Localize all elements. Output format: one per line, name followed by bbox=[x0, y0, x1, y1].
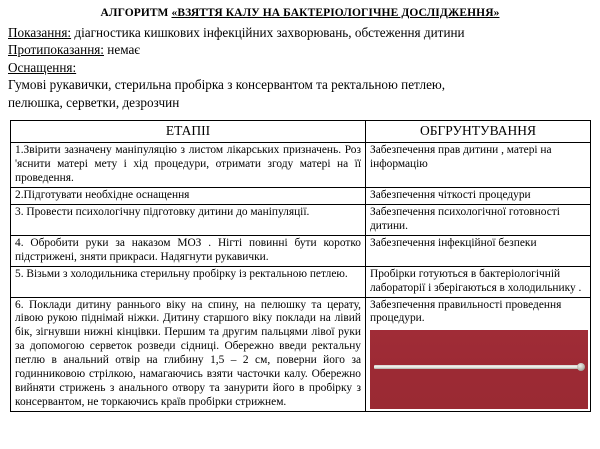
equipment-text-line-1: Гумові рукавички, стерильна пробірка з консервантом та ректальною петлею, bbox=[8, 77, 446, 93]
indications-label: Показання: bbox=[8, 24, 72, 40]
column-header-steps: ЕТАПІІ bbox=[11, 121, 366, 143]
equipment-text-line-2: пелюшка, серветки, дезрозчин bbox=[8, 94, 180, 110]
table-row bbox=[11, 205, 591, 236]
table-header-row bbox=[11, 121, 591, 143]
reason-cell: Пробірки готуються в бактеріологічній лабораторії і зберігаються в холодильнику . bbox=[366, 266, 591, 297]
table-row bbox=[11, 188, 591, 205]
algorithm-table bbox=[10, 120, 591, 412]
reason-cell: Забезпечення прав дитини , матері на інформацію bbox=[366, 143, 591, 188]
contraindications-value: немає bbox=[103, 42, 140, 58]
indications-value: діагностика кишкових інфекційних захворювань, обстеження дитини bbox=[71, 24, 465, 40]
reason-cell: Забезпечення інфекційної безпеки bbox=[366, 235, 591, 266]
table-row bbox=[11, 266, 591, 297]
document-page bbox=[0, 7, 600, 449]
step-cell: 3. Провести психологічну підготовку дитини до маніпуляції. bbox=[11, 205, 366, 236]
reason-cell: Забезпечення чіткості процедури bbox=[366, 188, 591, 205]
equipment-label: Оснащення: bbox=[8, 59, 77, 75]
table-row bbox=[11, 297, 591, 411]
reason-cell: Забезпечення психологічної готовності дитини. bbox=[366, 205, 591, 236]
equipment-line bbox=[8, 59, 592, 77]
rectal-loop-photo bbox=[370, 330, 588, 409]
indications-line bbox=[8, 24, 592, 42]
rectal-loop-rod-icon bbox=[374, 365, 580, 369]
contraindications-label: Протипоказання: bbox=[8, 42, 104, 58]
column-header-reason: ОБГРУНТУВАННЯ bbox=[366, 121, 591, 143]
table-row bbox=[11, 143, 591, 188]
step-cell: 5. Візьми з холодильника стерильну пробірку із ректальною петлею. bbox=[11, 266, 366, 297]
step-cell: 2.Підготувати необхідне оснащення bbox=[11, 188, 366, 205]
document-meta bbox=[0, 24, 600, 112]
rectal-loop-tip-icon bbox=[577, 363, 585, 371]
photo-wrapper bbox=[370, 330, 586, 409]
step-cell: 4. Обробити руки за наказом МОЗ . Нігті повинні бути коротко підстрижені, зняти прикраси. Надягнути рукавички. bbox=[11, 235, 366, 266]
page-title-prefix: АЛГОРИТМ bbox=[100, 7, 172, 19]
table-row bbox=[11, 235, 591, 266]
page-title-subject: «ВЗЯТТЯ КАЛУ НА БАКТЕРІОЛОГІЧНЕ ДОСЛІДЖЕННЯ» bbox=[171, 7, 500, 19]
reason-text: Забезпечення правильності проведення процедури. bbox=[370, 298, 562, 325]
page-title bbox=[0, 7, 600, 20]
step-cell: 1.Звірити зазначену маніпуляцію з листом лікарських призначень. Роз 'яснити матері мету і хід процедури, отримати згоду матері на її проведення. bbox=[11, 143, 366, 188]
contraindications-line bbox=[8, 41, 592, 59]
reason-cell bbox=[366, 297, 591, 411]
step-cell: 6. Поклади дитину раннього віку на спину, на пелюшку та церату, лівою рукою піднімай ніжки. Дитину старшого віку поклади на лівий бік, зігнувши нижні кінцівки. Першим та другим пальцями лівої руки за допомогою серветок розведи сідниці. Обережно введи ректальну петлю в анальний отвір на глибину 1,5 – 2 см, поверни його за годинниковою стрілкою, намагаючись взяти часточки калу. Обережно вийняти стрижень з анального отвору та занурити його в пробірку з консервантом, не торкаючись країв пробірки стрижнем. bbox=[11, 297, 366, 411]
